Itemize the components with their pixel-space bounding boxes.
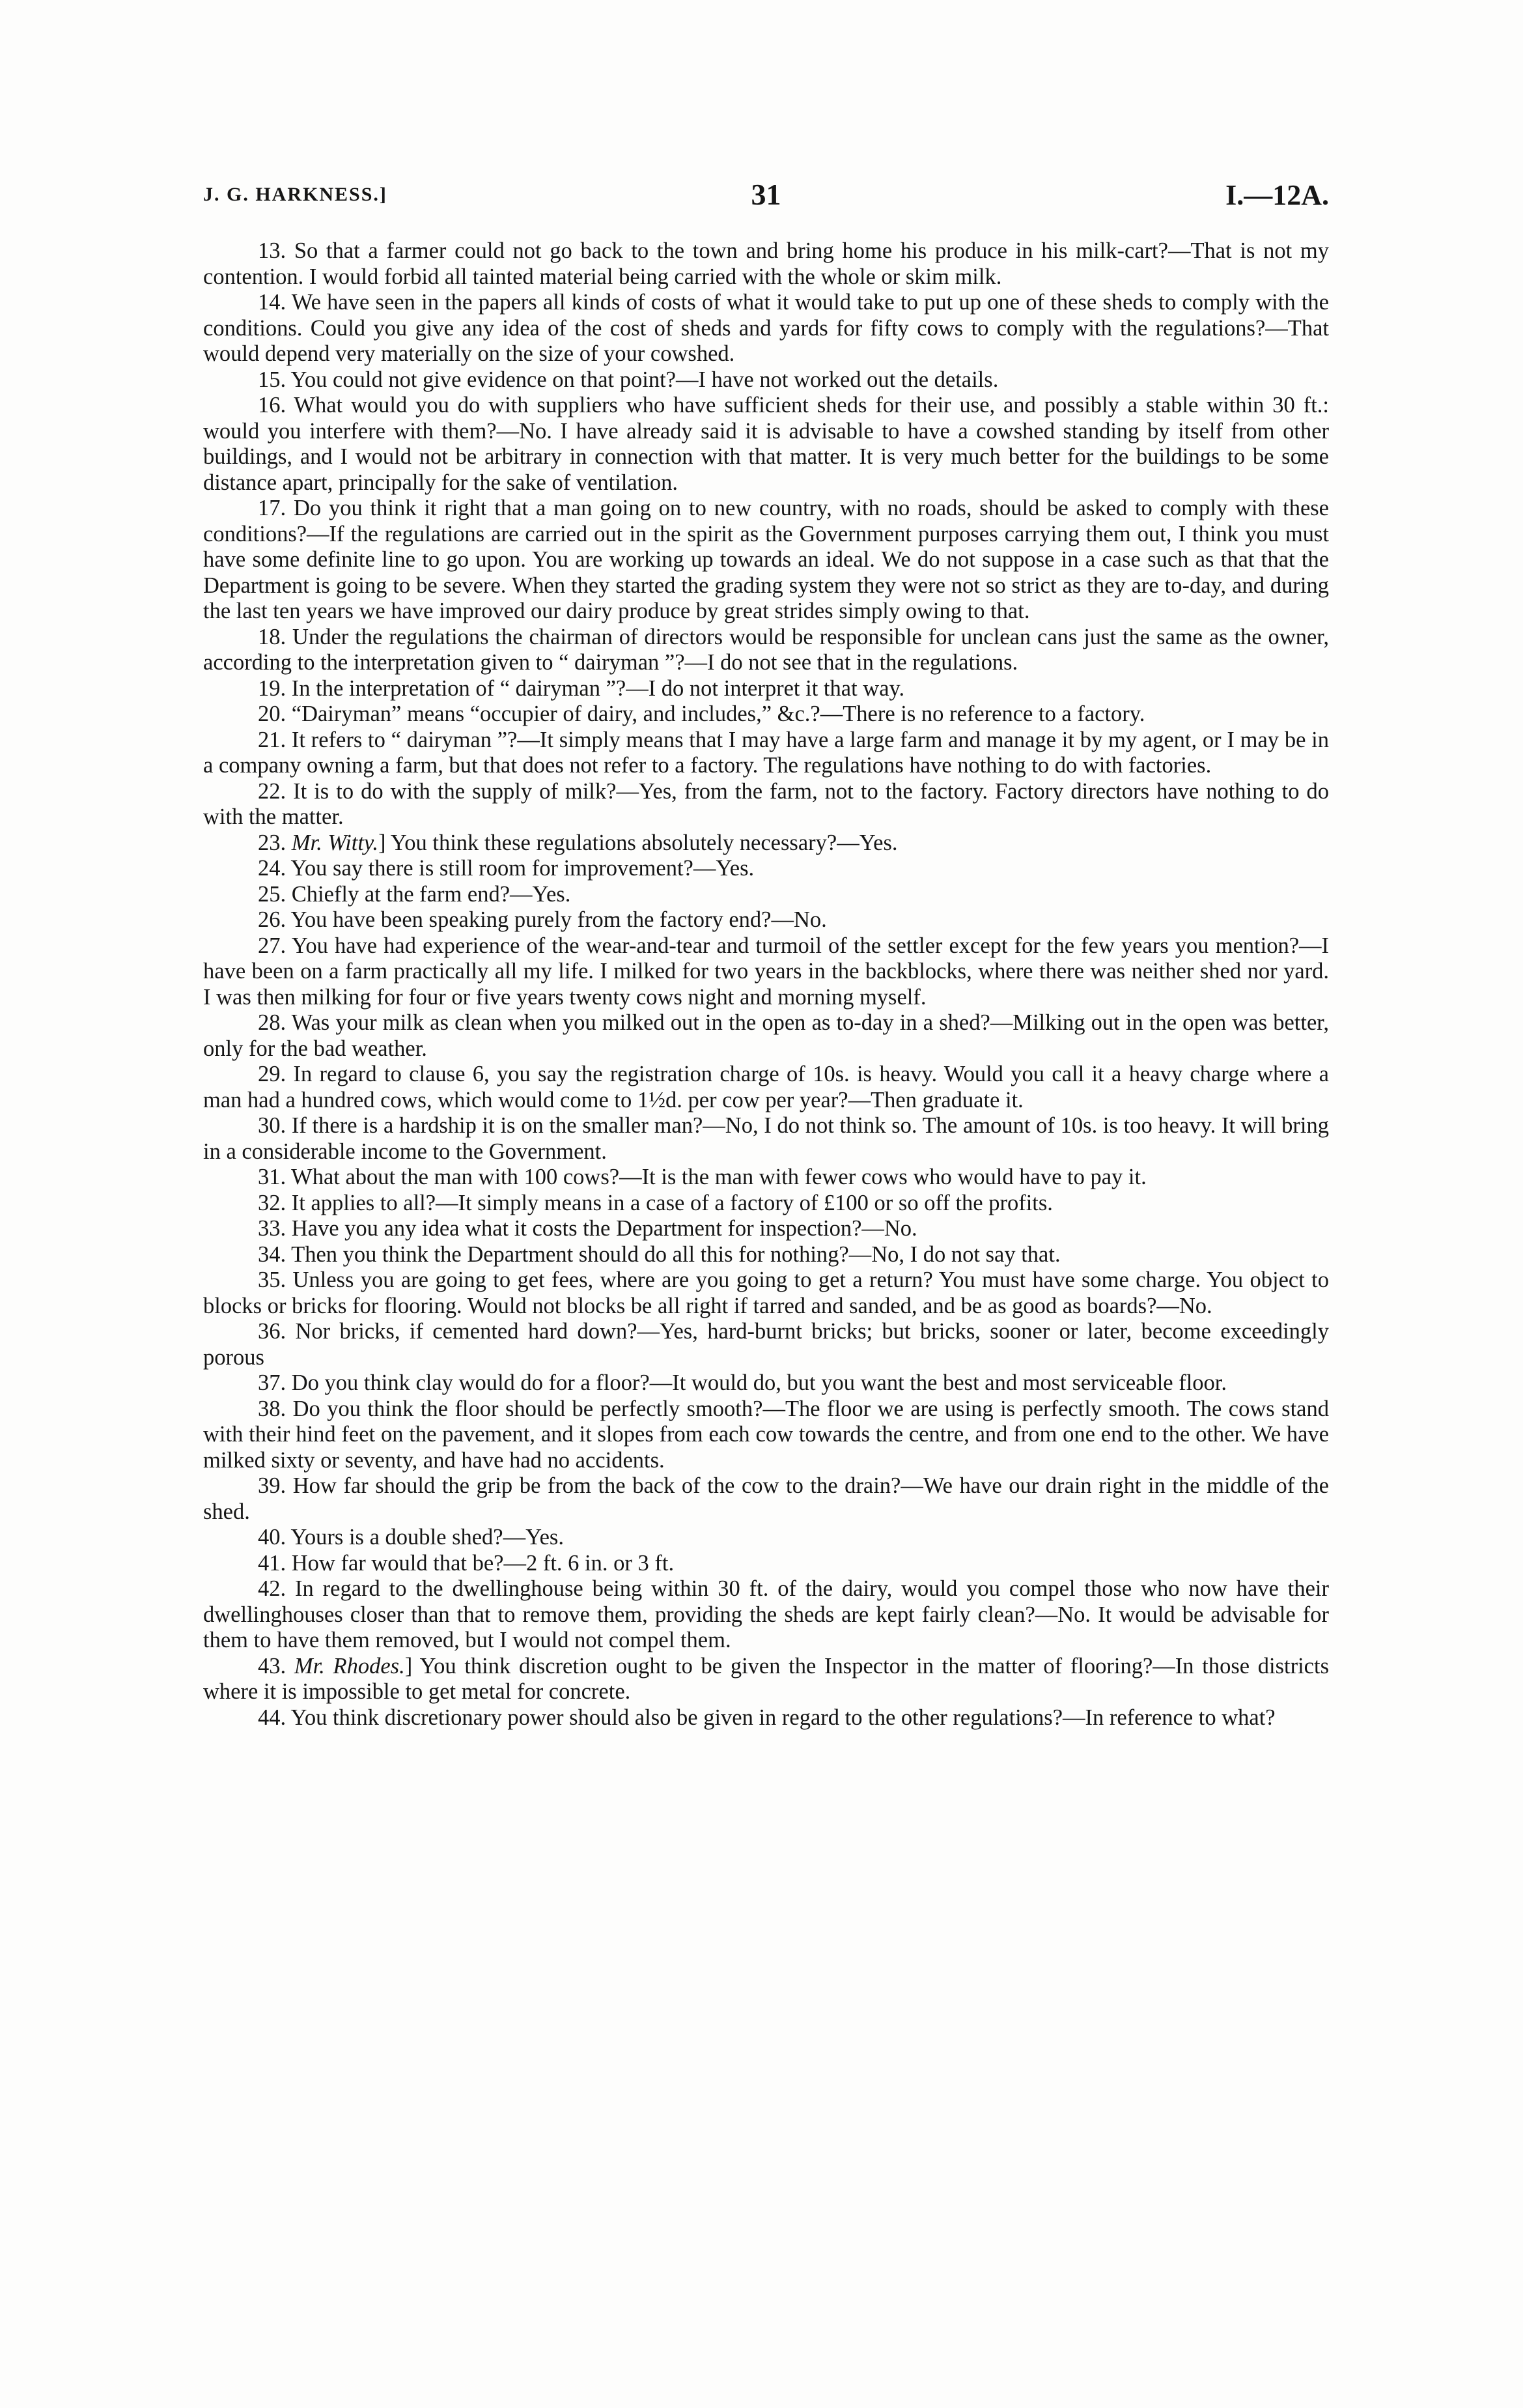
testimony-paragraph: 26. You have been speaking purely from the factory end?—No. xyxy=(258,907,827,932)
page-header xyxy=(203,177,1329,219)
testimony-paragraph: 28. Was your milk as clean when you milked out in the open as to-day in a shed?—Milking out in the open was better, only for the bad weather. xyxy=(203,1010,1329,1061)
testimony-paragraph: 44. You think discretionary power should also be given in regard to the other regulations?—In reference to what? xyxy=(258,1705,1276,1730)
testimony-paragraph: 33. Have you any idea what it costs the Department for inspection?—No. xyxy=(258,1216,917,1241)
testimony-paragraph: 35. Unless you are going to get fees, where are you going to get a return? You must have some charge. You object to blocks or bricks for flooring. Would not blocks be all right if tarred and sanded, and be as good as boards?—No. xyxy=(203,1268,1329,1318)
testimony-paragraph: 18. Under the regulations the chairman of directors would be responsible for unclean cans just the same as the owner, according to the interpretation given to “ dairyman ”?—I do not see that in the regulations. xyxy=(203,624,1329,675)
testimony-paragraph: 42. In regard to the dwellinghouse being within 30 ft. of the dairy, would you compel those who now have their dwellinghouses closer than that to remove them, providing the sheds are kept fairly clean?—No. It would be advisable for them to have them removed, but I would not compel them. xyxy=(203,1576,1329,1652)
document-reference: I.—12A. xyxy=(1225,179,1329,211)
paragraph-text: ] You think these regulations absolutely necessary?—Yes. xyxy=(378,830,898,855)
testimony-paragraph: 22. It is to do with the supply of milk?—Yes, from the farm, not to the factory. Factory directors have nothing to do with the matter. xyxy=(203,778,1329,829)
witness-name: J. G. HARKNESS.] xyxy=(203,184,387,205)
testimony-paragraph: 37. Do you think clay would do for a floor?—It would do, but you want the best and most serviceable floor. xyxy=(258,1370,1227,1395)
speaker-name: Mr. Rhodes. xyxy=(294,1653,405,1679)
testimony-paragraph: 21. It refers to “ dairyman ”?—It simply means that I may have a large farm and manage it by my agent, or I may be in a company owning a farm, but that does not refer to a factory. The regulations have nothing to do with factories. xyxy=(203,727,1329,778)
testimony-paragraph: 19. In the interpretation of “ dairyman ”?—I do not interpret it that way. xyxy=(258,675,905,701)
testimony-paragraph xyxy=(203,1654,1329,1705)
testimony-paragraph: 16. What would you do with suppliers who have sufficient sheds for their use, and possibly a stable within 30 ft.: would you interfere with them?—No. I have already said it is advisable to have a cowshed standing by itself from other buildings, and I would not be arbitrary in connection with that matter. It is very much better for the buildings to be some distance apart, principally for the sake of ventilation. xyxy=(203,393,1329,495)
paragraph-text: ] You think discretion ought to be given the Inspector in the matter of flooring?—In those districts where it is impossible to get metal for concrete. xyxy=(203,1653,1330,1704)
testimony-paragraph xyxy=(203,830,1329,857)
testimony-paragraph: 39. How far should the grip be from the back of the cow to the drain?—We have our drain right in the middle of the shed. xyxy=(203,1473,1329,1524)
question-number: 23. xyxy=(258,830,286,855)
testimony-paragraph: 20. “Dairyman” means “occupier of dairy, and includes,” &c.?—There is no reference to a factory. xyxy=(258,701,1145,726)
testimony-paragraph: 25. Chiefly at the farm end?—Yes. xyxy=(258,881,571,907)
testimony-paragraph: 15. You could not give evidence on that point?—I have not worked out the details. xyxy=(258,367,999,392)
testimony-paragraph: 34. Then you think the Department should do all this for nothing?—No, I do not say that. xyxy=(258,1241,1061,1267)
testimony-paragraph: 13. So that a farmer could not go back to the town and bring home his produce in his milk-cart?—That is not my contention. I would forbid all tainted material being carried with the whole or skim milk. xyxy=(203,238,1329,289)
page-number: 31 xyxy=(751,178,781,211)
testimony-paragraph: 38. Do you think the floor should be perfectly smooth?—The floor we are using is perfectly smooth. The cows stand with their hind feet on the pavement, and it slopes from each cow towards the centre, and from one end to the other. We have milked sixty or seventy, and have had no accidents. xyxy=(203,1396,1329,1473)
speaker-name: Mr. Witty. xyxy=(291,830,378,855)
testimony-paragraph: 32. It applies to all?—It simply means in a case of a factory of £100 or so off the profits. xyxy=(258,1190,1053,1215)
testimony-paragraph: 24. You say there is still room for improvement?—Yes. xyxy=(258,856,755,881)
testimony-paragraph: 40. Yours is a double shed?—Yes. xyxy=(258,1525,564,1550)
testimony-body xyxy=(203,238,1329,1731)
testimony-paragraph: 17. Do you think it right that a man going on to new country, with no roads, should be asked to comply with these conditions?—If the regulations are carried out in the spirit as the Government purposes carrying them out, I think you must have some definite line to go upon. You are working up towards an ideal. We do not suppose in a case such as that that the Department is going to be severe. When they started the grading system they were not so strict as they are to-day, and during the last ten years we have improved our dairy produce by great strides simply owing to that. xyxy=(203,496,1329,623)
question-number: 43. xyxy=(258,1653,286,1679)
testimony-paragraph: 31. What about the man with 100 cows?—It is the man with fewer cows who would have to pay it. xyxy=(258,1165,1147,1189)
testimony-paragraph: 29. In regard to clause 6, you say the registration charge of 10s. is heavy. Would you call it a heavy charge where a man had a hundred cows, which would come to 1½d. per cow per year?—Then graduate it. xyxy=(203,1062,1329,1112)
testimony-paragraph: 30. If there is a hardship it is on the smaller man?—No, I do not think so. The amount of 10s. is too heavy. It will bring in a considerable income to the Government. xyxy=(203,1113,1329,1164)
testimony-paragraph: 14. We have seen in the papers all kinds of costs of what it would take to put up one of these sheds to comply with the conditions. Could you give any idea of the cost of sheds and yards for fifty cows to comply with the regulations?—That would depend very materially on the size of your cowshed. xyxy=(203,290,1329,366)
testimony-paragraph: 36. Nor bricks, if cemented hard down?—Yes, hard-burnt bricks; but bricks, sooner or later, become exceedingly porous xyxy=(203,1319,1329,1370)
testimony-paragraph: 27. You have had experience of the wear-and-tear and turmoil of the settler except for the few years you mention?—I have been on a farm practically all my life. I milked for two years in the backblocks, where there was neither shed nor yard. I was then milking for four or five years twenty cows night and morning myself. xyxy=(203,933,1329,1010)
testimony-paragraph: 41. How far would that be?—2 ft. 6 in. or 3 ft. xyxy=(258,1550,675,1576)
